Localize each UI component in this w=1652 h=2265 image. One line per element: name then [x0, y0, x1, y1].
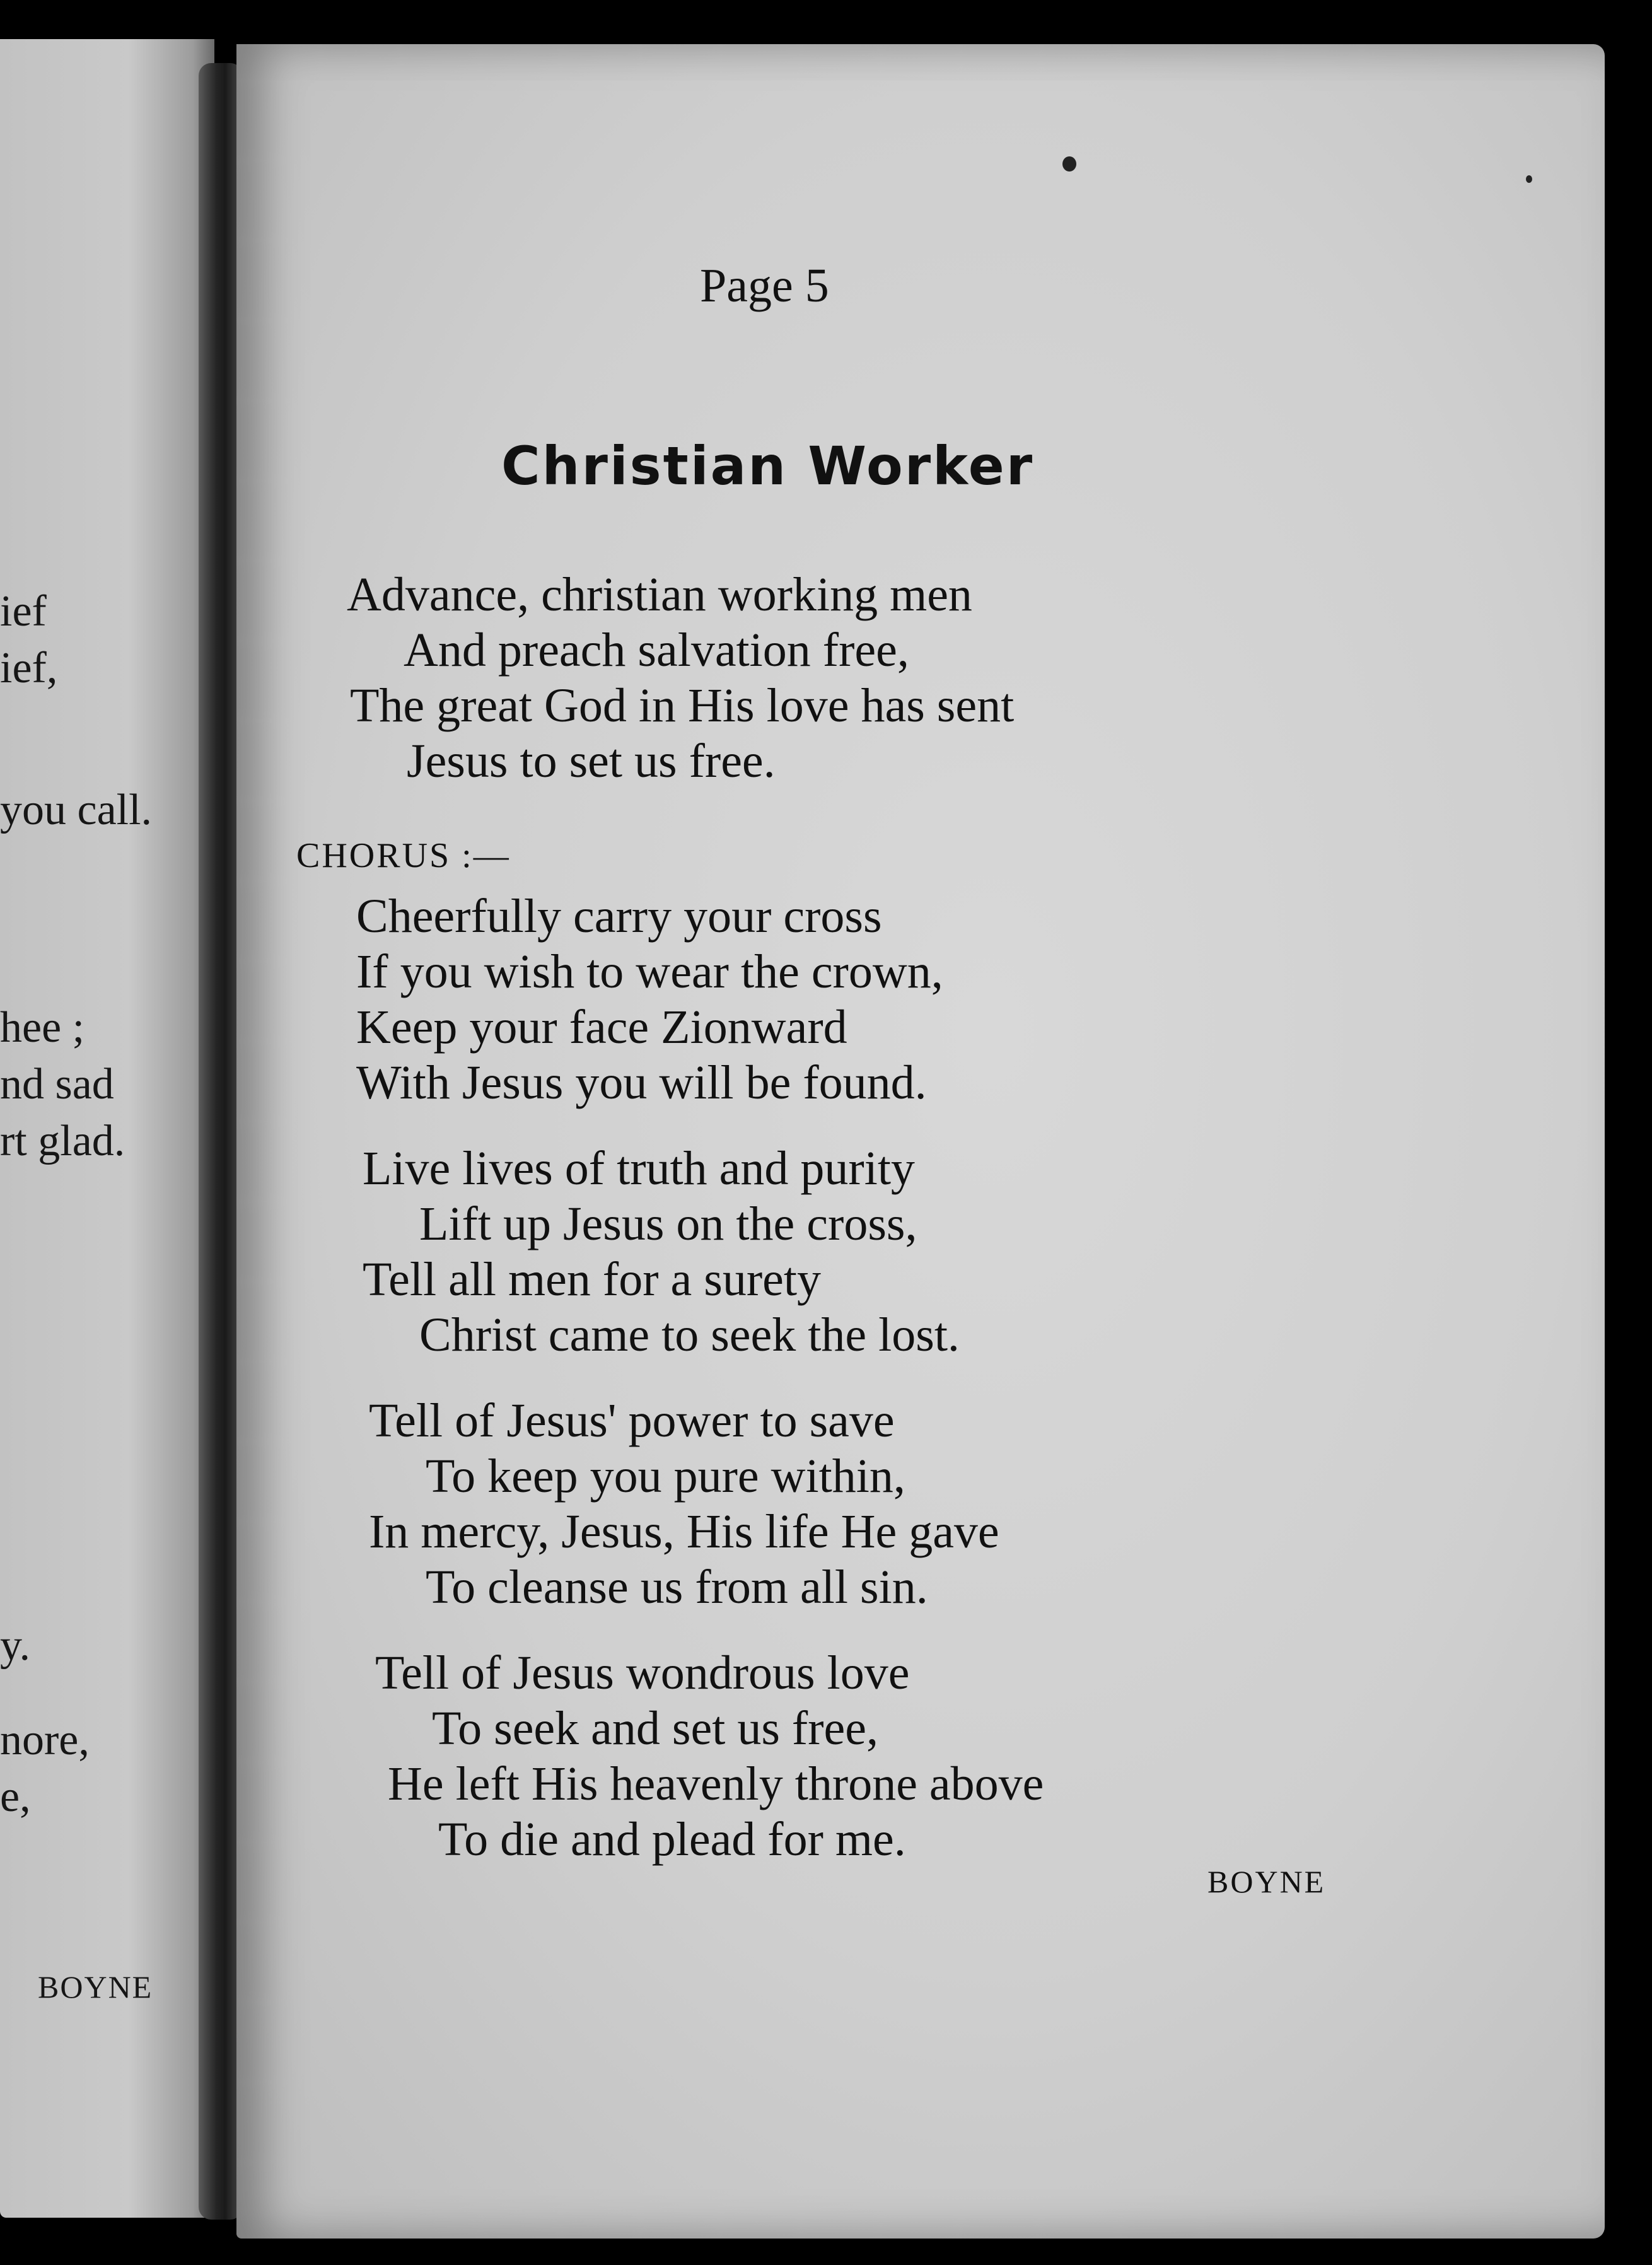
left-text-fragment: you call.: [0, 786, 153, 834]
verse-line: Advance, christian working men: [347, 568, 972, 621]
left-page-footer: BOYNE: [38, 1969, 153, 2005]
page-number: Page 5: [700, 259, 829, 312]
left-text-fragment: nd sad: [0, 1060, 114, 1109]
left-text-fragment: rt glad.: [0, 1117, 125, 1165]
left-text-fragment: ief: [0, 587, 47, 636]
chorus-label: CHORUS :—: [296, 836, 511, 875]
verse-line: Live lives of truth and purity: [363, 1142, 915, 1195]
verse-line: The great God in His love has sent: [350, 679, 1015, 732]
verse-line: He left His heavenly throne above: [388, 1757, 1044, 1810]
chorus-line: Keep your face Zionward: [356, 1001, 847, 1054]
verse-line: Jesus to set us free.: [407, 735, 776, 788]
verse-line: To cleanse us from all sin.: [426, 1561, 928, 1614]
verse-line: To seek and set us free,: [432, 1702, 878, 1755]
right-page-footer: BOYNE: [1207, 1864, 1326, 1899]
left-text-fragment: nore,: [0, 1716, 90, 1764]
verse-line: Christ came to seek the lost.: [419, 1308, 960, 1361]
right-page: [236, 44, 1605, 2239]
ink-speck: [1526, 175, 1532, 183]
ink-speck: [1062, 156, 1076, 172]
verse-line: To die and plead for me.: [438, 1813, 906, 1866]
verse-line: Tell all men for a surety: [363, 1253, 821, 1306]
verse-line: Tell of Jesus wondrous love: [375, 1646, 910, 1699]
verse-line: In mercy, Jesus, His life He gave: [369, 1505, 999, 1558]
left-text-fragment: y.: [0, 1621, 30, 1670]
verse-line: And preach salvation free,: [404, 624, 909, 677]
left-text-fragment: hee ;: [0, 1003, 85, 1052]
left-page: [0, 39, 214, 2218]
left-text-fragment: e,: [0, 1773, 31, 1821]
verse-line: Lift up Jesus on the cross,: [419, 1197, 917, 1250]
verse-line: To keep you pure within,: [426, 1450, 905, 1503]
chorus-line: Cheerfully carry your cross: [356, 890, 882, 943]
verse-line: Tell of Jesus' power to save: [369, 1394, 895, 1447]
chorus-line: If you wish to wear the crown,: [356, 945, 943, 998]
song-title: Christian Worker: [501, 435, 1035, 497]
left-text-fragment: ief,: [0, 644, 58, 692]
chorus-line: With Jesus you will be found.: [356, 1056, 927, 1109]
